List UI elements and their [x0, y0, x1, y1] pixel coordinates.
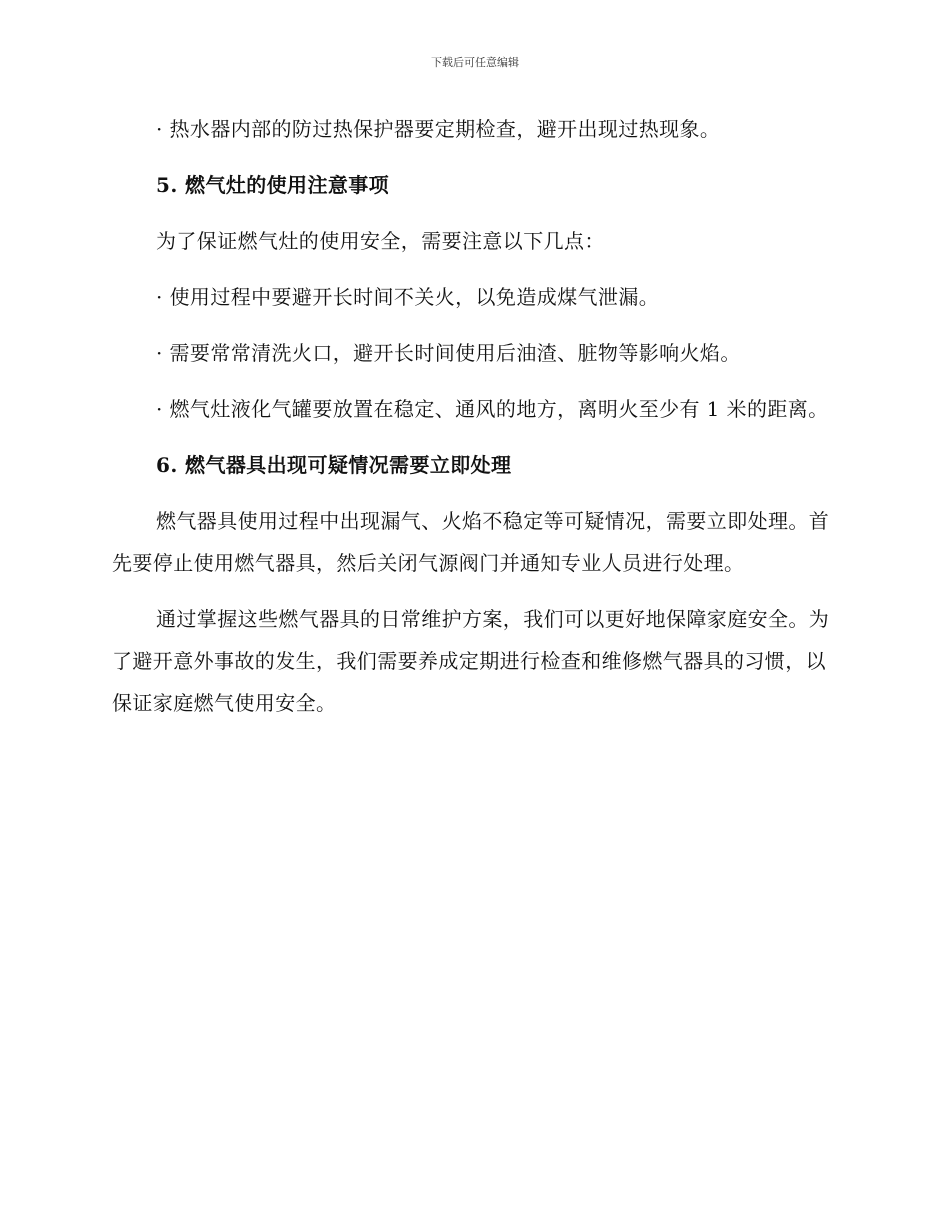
section-heading-6: 6. 燃气器具出现可疑情况需要立即处理 [156, 453, 512, 477]
conclusion-paragraph: 通过掌握这些燃气器具的日常维护方案，我们可以更好地保障家庭安全。为了避开意外事故的发生，我们需要养成定期进行检查和维修燃气器具的习惯，以保证家庭燃气使用安全。 [112, 607, 830, 715]
bullet-stove-clean: · 需要常常清洗火口，避开长时间使用后油渣、脏物等影响火焰。 [156, 341, 741, 365]
bullet-heater-protector: · 热水器内部的防过热保护器要定期检查，避开出现过热现象。 [156, 117, 721, 141]
bullet-gas-tank: · 燃气灶液化气罐要放置在稳定、通风的地方，离明火至少有 1 米的距离。 [156, 397, 829, 421]
page-header: 下载后可任意编辑 [431, 56, 519, 69]
bullet-stove-fire: · 使用过程中要避开长时间不关火，以免造成煤气泄漏。 [156, 285, 660, 309]
section-6-paragraph: 燃气器具使用过程中出现漏气、火焰不稳定等可疑情况，需要立即处理。首先要停止使用燃气器具，然后关闭气源阀门并通知专业人员进行处理。 [112, 509, 830, 575]
section-5-intro: 为了保证燃气灶的使用安全，需要注意以下几点： [156, 229, 605, 253]
document-body [112, 108, 834, 724]
section-heading-5: 5. 燃气灶的使用注意事项 [156, 173, 390, 197]
